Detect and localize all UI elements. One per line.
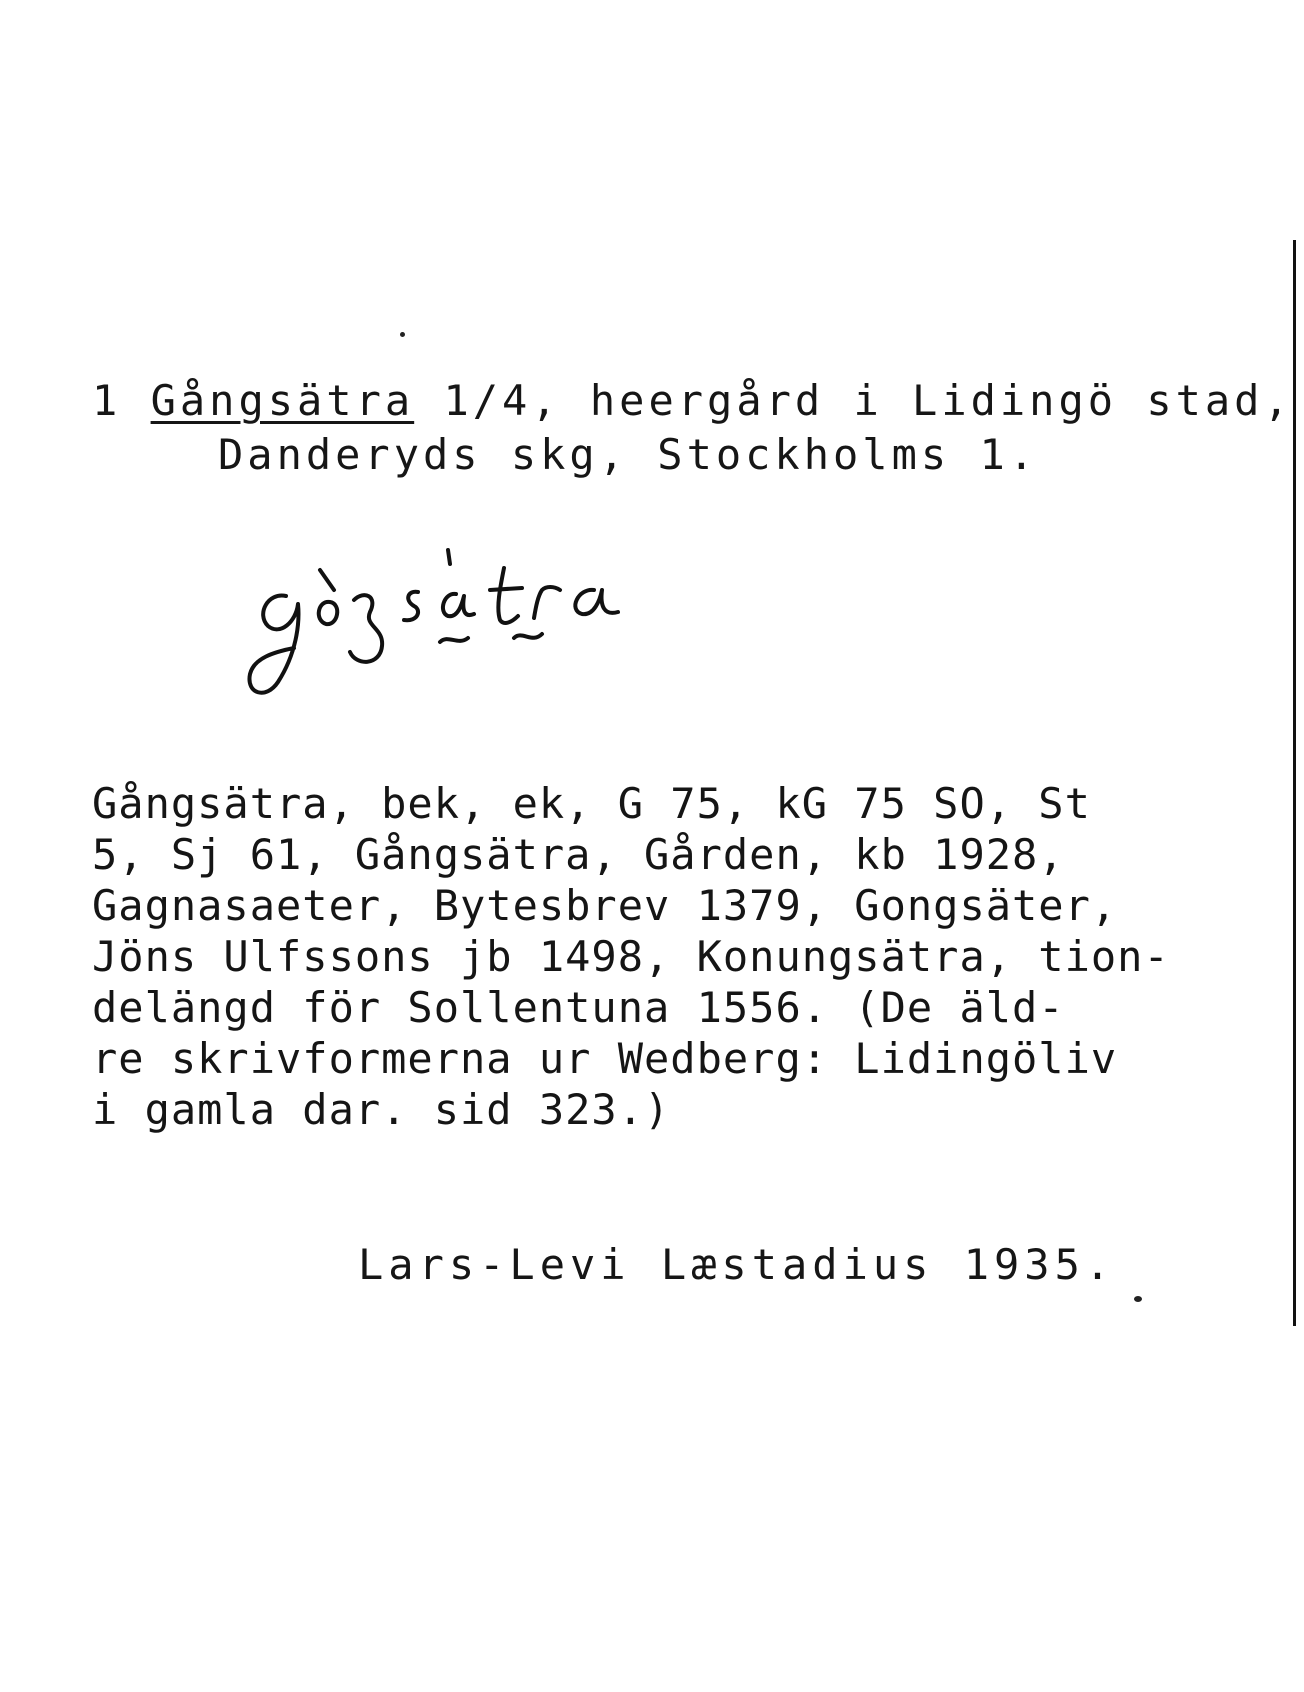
body-line: i gamla dar. sid 323.) — [92, 1085, 671, 1134]
heading-line-1 — [92, 376, 1293, 425]
heading-line-2: Danderyds skg, Stockholms 1. — [218, 430, 1039, 479]
signature: Lars-Levi Læstadius 1935. — [358, 1240, 1116, 1289]
entry-number: 1 — [92, 376, 122, 425]
body-line: Jöns Ulfssons jb 1498, Konungsätra, tion- — [92, 932, 1170, 981]
ink-speck — [400, 332, 405, 337]
body-text — [92, 778, 1170, 1135]
body-line: delängd för Sollentuna 1556. (De äld- — [92, 983, 1065, 1032]
body-line: Gagnasaeter, Bytesbrev 1379, Gongsäter, — [92, 881, 1118, 930]
heading-rest: 1/4, heergård i Lidingö stad, — [414, 376, 1293, 425]
handwritten-pronunciation — [238, 534, 718, 704]
body-line: Gångsätra, bek, ek, G 75, kG 75 SO, St — [92, 779, 1091, 828]
card-edge-line — [1293, 240, 1296, 1326]
place-name: Gångsätra — [150, 376, 415, 425]
body-line: 5, Sj 61, Gångsätra, Gården, kb 1928, — [92, 830, 1065, 879]
body-line: re skrivformerna ur Wedberg: Lidingöliv — [92, 1034, 1118, 1083]
ink-speck — [1134, 1296, 1142, 1302]
